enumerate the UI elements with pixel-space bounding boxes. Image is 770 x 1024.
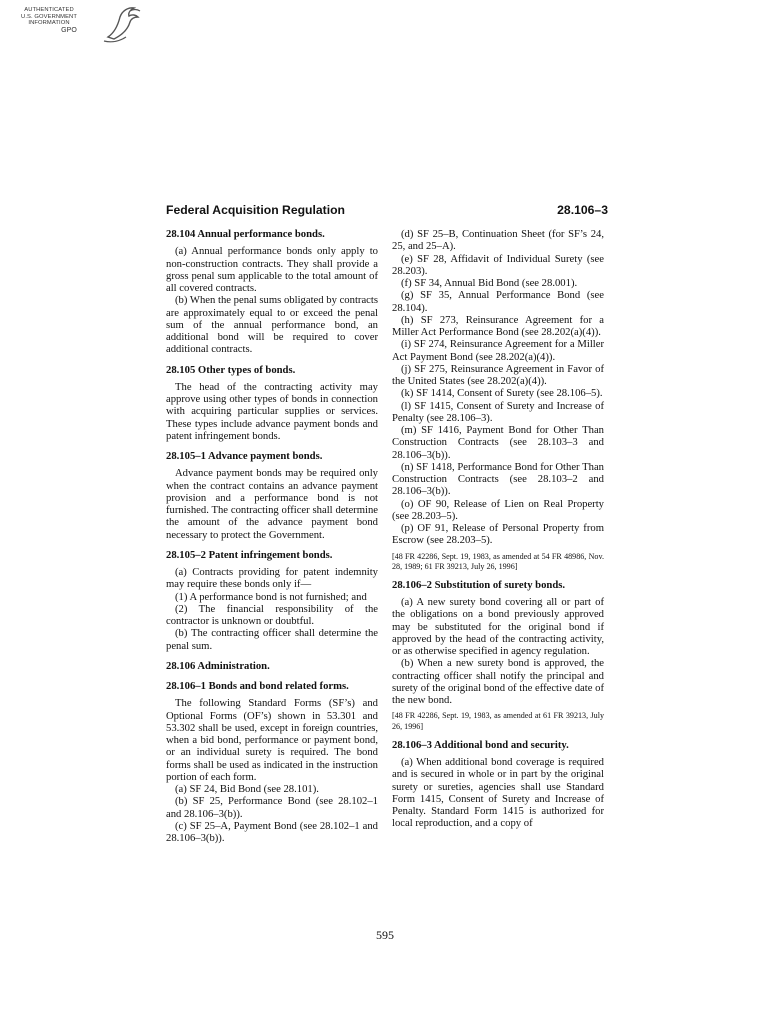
heading-28-106-3: 28.106–3 Additional bond and security.: [392, 739, 569, 751]
form-list-item: (e) SF 28, Affidavit of Individual Surety (see 28.203).: [392, 253, 604, 277]
seal-line-1: AUTHENTICATED: [24, 7, 74, 13]
heading-28-104: 28.104 Annual performance bonds.: [166, 229, 325, 240]
form-list-item: (o) OF 90, Release of Lien on Real Property (see 28.203–5).: [392, 498, 604, 522]
left-column: [166, 229, 378, 845]
source-note: [48 FR 42286, Sept. 19, 1983, as amended at 54 FR 48986, Nov. 28, 1989; 61 FR 39213, July 26, 1996]: [392, 551, 604, 571]
form-list-item: (n) SF 1418, Performance Bond for Other Than Construction Contracts (see 28.103–2 and 28.106–3(b)).: [392, 461, 604, 498]
heading-28-106-2: 28.106–2 Substitution of surety bonds.: [392, 579, 566, 591]
seal-gpo: GPO: [61, 26, 77, 34]
paragraph: (a) Contracts providing for patent indemnity may require these bonds only if—: [166, 567, 378, 591]
paragraph: The following Standard Forms (SF’s) and Optional Forms (OF’s) shown in 53.301 and 53.302 shall be used, except in foreign countries, when a bid bond, performance or payment bond, or an individual surety is required. The bond forms shall be used as indicated in the instruction portion of each form.: [166, 698, 378, 783]
paragraph: Advance payment bonds may be required only when the contract contains an advance payment provision and a performance bond is not furnished. The contracting officer shall determine the amount of the advance payment bond necessary to protect the Government.: [166, 468, 378, 541]
paragraph: (2) The financial responsibility of the contractor is unknown or doubtful.: [166, 603, 378, 627]
heading-28-106-1: 28.106–1 Bonds and bond related forms.: [166, 681, 349, 692]
form-list-item: (h) SF 273, Reinsurance Agreement for a Miller Act Performance Bond (see 28.202(a)(4)).: [392, 314, 604, 338]
heading-28-106: 28.106 Administration.: [166, 660, 270, 672]
paragraph: (a) When additional bond coverage is required and is secured in whole or in part by the original surety or sureties, agencies shall use Standard Form 1415, Consent of Surety and Increase of Penalty. Standard Form 1415 is authorized for local reproduction, and a copy of: [392, 757, 604, 830]
gpo-authentication-seal: [4, 3, 144, 47]
form-list-item: (i) SF 274, Reinsurance Agreement for a Miller Act Payment Bond (see 28.202(a)(4)).: [392, 339, 604, 363]
form-list-item: (k) SF 1414, Consent of Surety (see 28.106–5).: [401, 388, 603, 400]
form-list-item: (j) SF 275, Reinsurance Agreement in Favor of the United States (see 28.202(a)(4)).: [392, 363, 604, 387]
paragraph: (b) When a new surety bond is approved, the contracting officer shall notify the principal and surety of the original bond of the effective date of the new bond.: [392, 658, 604, 707]
paragraph: (a) A new surety bond covering all or part of the obligations on a bond previously approved may be substituted for the original bond if approved by the head of the contracting activity, or as otherwise specified in agency regulation.: [392, 597, 604, 658]
header-section: 28.106–3: [557, 203, 608, 217]
paragraph: The head of the contracting activity may approve using other types of bonds in connection with acquiring particular supplies or services. These types include advance payment bonds and patent infringement bonds.: [166, 381, 378, 442]
heading-28-105: 28.105 Other types of bonds.: [166, 364, 296, 376]
page-number: 595: [376, 928, 394, 942]
seal-line-3: INFORMATION: [28, 20, 70, 27]
eagle-icon: [100, 3, 144, 47]
paragraph: (c) SF 25–A, Payment Bond (see 28.102–1 and 28.106–3(b)).: [166, 820, 378, 844]
form-list-item: (g) SF 35, Annual Performance Bond (see 28.104).: [392, 290, 604, 314]
form-list-item: (p) OF 91, Release of Personal Property from Escrow (see 28.203–5).: [392, 523, 604, 547]
paragraph: (b) When the penal sums obligated by contracts are approximately equal to or exceed the penal sum of the annual performance bond, an additional bond will be required to cover additional contracts.: [166, 295, 378, 356]
seal-text: [4, 7, 94, 34]
form-list-item: (d) SF 25–B, Continuation Sheet (for SF’s 24, 25, and 25–A).: [392, 229, 604, 253]
heading-28-105-1: 28.105–1 Advance payment bonds.: [166, 451, 323, 462]
paragraph: (1) A performance bond is not furnished; and: [175, 591, 367, 603]
seal-line-2: U.S. GOVERNMENT: [21, 13, 77, 20]
header-title: Federal Acquisition Regulation: [166, 203, 345, 217]
paragraph: (b) The contracting officer shall determine the penal sum.: [166, 628, 378, 652]
right-column: [392, 229, 604, 831]
form-list-item: (l) SF 1415, Consent of Surety and Increase of Penalty (see 28.106–3).: [392, 400, 604, 424]
form-list-item: (m) SF 1416, Payment Bond for Other Than Construction Contracts (see 28.103–3 and 28.106–3(b)).: [392, 425, 604, 461]
heading-28-105-2: 28.105–2 Patent infringement bonds.: [166, 549, 333, 561]
source-note: [48 FR 42286, Sept. 19, 1983, as amended at 61 FR 39213, July 26, 1996]: [392, 711, 604, 731]
paragraph: (a) SF 24, Bid Bond (see 28.101).: [175, 784, 319, 795]
running-head: [166, 203, 608, 217]
form-list-item: (f) SF 34, Annual Bid Bond (see 28.001).: [401, 278, 578, 289]
paragraph: (b) SF 25, Performance Bond (see 28.102–1 and 28.106–3(b)).: [166, 796, 378, 820]
paragraph: (a) Annual performance bonds only apply to non-construction contracts. They shall provide a gross penal sum applicable to the total amount of all covered contracts.: [166, 246, 378, 294]
